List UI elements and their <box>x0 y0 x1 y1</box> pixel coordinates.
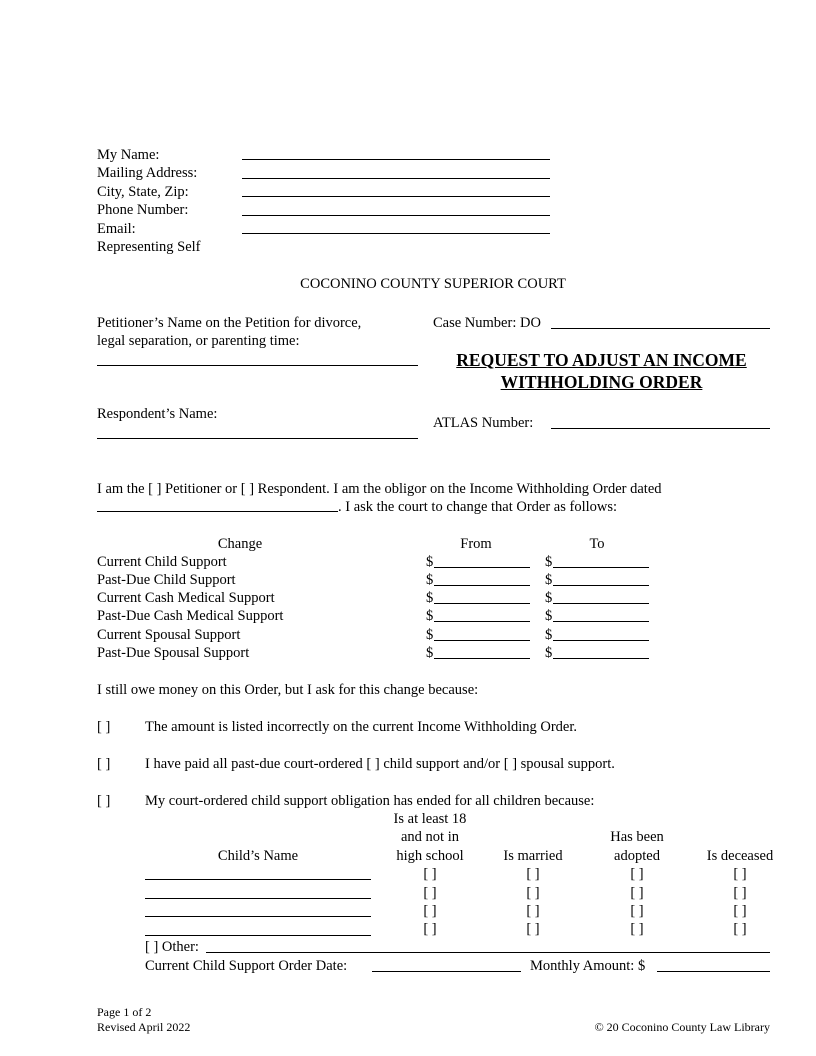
change-row-label: Past-Due Cash Medical Support <box>97 608 284 624</box>
age-checkbox[interactable]: [ ] <box>423 921 437 937</box>
married-checkbox[interactable]: [ ] <box>526 866 540 882</box>
from-amount-field[interactable] <box>434 658 530 659</box>
reason-checkbox[interactable]: [ ] <box>97 756 111 772</box>
child-name-field[interactable] <box>145 898 371 899</box>
change-row-label: Current Spousal Support <box>97 627 241 643</box>
case-number-field[interactable] <box>551 328 770 329</box>
dollar-sign: $ <box>545 572 553 588</box>
to-amount-field[interactable] <box>553 567 649 568</box>
child-name-field[interactable] <box>145 935 371 936</box>
page-number: Page 1 of 2 <box>97 1005 152 1019</box>
city-state-zip-label: City, State, Zip: <box>97 184 189 200</box>
atlas-number-field[interactable] <box>551 428 770 429</box>
age-checkbox[interactable]: [ ] <box>423 885 437 901</box>
married-checkbox[interactable]: [ ] <box>526 885 540 901</box>
respondent-label: Respondent’s Name: <box>97 406 218 422</box>
adopted-checkbox[interactable]: [ ] <box>630 903 644 919</box>
married-checkbox[interactable]: [ ] <box>526 921 540 937</box>
deceased-header: Is deceased <box>706 848 774 864</box>
mailing-address-field[interactable] <box>242 178 550 179</box>
monthly-amount-field[interactable] <box>657 971 770 972</box>
reason-text: The amount is listed incorrectly on the current Income Withholding Order. <box>145 719 578 735</box>
age-checkbox[interactable]: [ ] <box>423 866 437 882</box>
adopted-checkbox[interactable]: [ ] <box>630 885 644 901</box>
to-header: To <box>589 536 605 552</box>
married-header: Is married <box>503 848 563 864</box>
dollar-sign: $ <box>545 554 553 570</box>
dollar-sign: $ <box>426 608 434 624</box>
petitioner-label-line-2: legal separation, or parenting time: <box>97 333 300 349</box>
deceased-checkbox[interactable]: [ ] <box>733 866 747 882</box>
copyright: © 20 Coconino County Law Library <box>594 1020 770 1034</box>
petitioner-label-line-1: Petitioner’s Name on the Petition for divorce, <box>97 315 362 331</box>
from-amount-field[interactable] <box>434 640 530 641</box>
document-title-line-1: REQUEST TO ADJUST AN INCOME <box>456 350 747 370</box>
monthly-amount-label: Monthly Amount: $ <box>530 958 646 974</box>
age-checkbox[interactable]: [ ] <box>423 903 437 919</box>
email-field[interactable] <box>242 233 550 234</box>
order-date-field[interactable] <box>372 971 521 972</box>
to-amount-field[interactable] <box>553 585 649 586</box>
court-name: COCONINO COUNTY SUPERIOR COURT <box>300 276 566 292</box>
dollar-sign: $ <box>426 627 434 643</box>
from-amount-field[interactable] <box>434 603 530 604</box>
reason-checkbox[interactable]: [ ] <box>97 793 111 809</box>
from-amount-field[interactable] <box>434 621 530 622</box>
adopted-header-line-2: adopted <box>614 848 660 864</box>
order-date-label: Current Child Support Order Date: <box>145 958 348 974</box>
to-amount-field[interactable] <box>553 621 649 622</box>
child-name-field[interactable] <box>145 879 371 880</box>
change-row-label: Past-Due Spousal Support <box>97 645 250 661</box>
intro-line-2: . I ask the court to change that Order as follows: <box>338 499 618 515</box>
from-amount-field[interactable] <box>434 585 530 586</box>
dollar-sign: $ <box>426 590 434 606</box>
atlas-number-label: ATLAS Number: <box>433 415 534 431</box>
still-owe-text: I still owe money on this Order, but I ask for this change because: <box>97 682 479 698</box>
dollar-sign: $ <box>426 645 434 661</box>
change-row-label: Current Child Support <box>97 554 227 570</box>
my-name-field[interactable] <box>242 159 550 160</box>
revised-date: Revised April 2022 <box>97 1020 191 1034</box>
deceased-checkbox[interactable]: [ ] <box>733 903 747 919</box>
to-amount-field[interactable] <box>553 640 649 641</box>
phone-number-field[interactable] <box>242 215 550 216</box>
phone-number-label: Phone Number: <box>97 202 189 218</box>
adopted-header-line-1: Has been <box>610 829 664 845</box>
to-amount-field[interactable] <box>553 658 649 659</box>
document-title-line-2: WITHHOLDING ORDER <box>500 372 703 392</box>
reason-text: I have paid all past-due court-ordered [ ] child support and/or [ ] spousal support. <box>145 756 615 772</box>
age-header-line-3: high school <box>396 848 464 864</box>
dollar-sign: $ <box>545 645 553 661</box>
email-label: Email: <box>97 221 136 237</box>
childs-name-header: Child’s Name <box>217 848 299 864</box>
adopted-checkbox[interactable]: [ ] <box>630 866 644 882</box>
respondent-name-field[interactable] <box>97 438 418 439</box>
change-row-label: Past-Due Child Support <box>97 572 236 588</box>
dollar-sign: $ <box>545 608 553 624</box>
dollar-sign: $ <box>426 572 434 588</box>
my-name-label: My Name: <box>97 147 160 163</box>
change-row-label: Current Cash Medical Support <box>97 590 275 606</box>
adopted-checkbox[interactable]: [ ] <box>630 921 644 937</box>
deceased-checkbox[interactable]: [ ] <box>733 885 747 901</box>
age-header-line-1: Is at least 18 <box>393 811 467 827</box>
deceased-checkbox[interactable]: [ ] <box>733 921 747 937</box>
case-number-label: Case Number: DO <box>433 315 541 331</box>
age-header-line-2: and not in <box>401 829 459 845</box>
order-dated-field[interactable] <box>97 511 338 512</box>
from-header: From <box>460 536 492 552</box>
dollar-sign: $ <box>545 590 553 606</box>
petitioner-name-field[interactable] <box>97 365 418 366</box>
mailing-address-label: Mailing Address: <box>97 165 198 181</box>
change-header: Change <box>217 536 263 552</box>
other-label[interactable]: [ ] Other: <box>145 939 199 955</box>
from-amount-field[interactable] <box>434 567 530 568</box>
to-amount-field[interactable] <box>553 603 649 604</box>
reason-checkbox[interactable]: [ ] <box>97 719 111 735</box>
married-checkbox[interactable]: [ ] <box>526 903 540 919</box>
representing-self: Representing Self <box>97 239 201 255</box>
dollar-sign: $ <box>545 627 553 643</box>
other-field[interactable] <box>206 952 770 953</box>
intro-line-1: I am the [ ] Petitioner or [ ] Respondent. I am the obligor on the Income Withholding Order dated <box>97 481 662 497</box>
dollar-sign: $ <box>426 554 434 570</box>
reason-text: My court-ordered child support obligation has ended for all children because: <box>145 793 595 809</box>
city-state-zip-field[interactable] <box>242 196 550 197</box>
child-name-field[interactable] <box>145 916 371 917</box>
